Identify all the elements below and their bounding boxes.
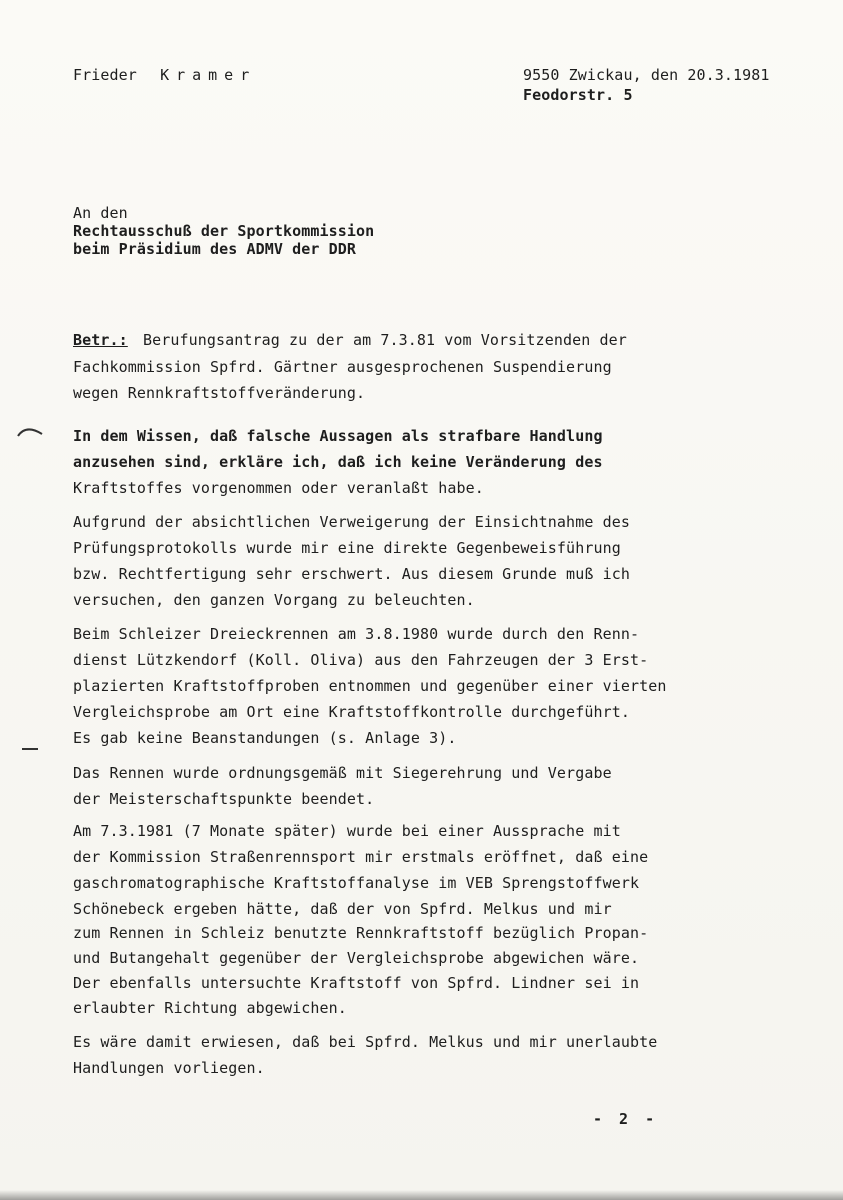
margin-curve-mark <box>16 424 44 438</box>
p3-line3: plazierten Kraftstoffproben entnommen und gegenüber einer vierten <box>73 677 667 695</box>
margin-mark <box>22 748 38 750</box>
subject-line1 <box>73 329 627 351</box>
scan-bottom-edge <box>0 1190 843 1200</box>
recipient-line3: beim Präsidium des ADMV der DDR <box>73 240 357 258</box>
p2-line1: Aufgrund der absichtlichen Verweigerung der Einsichtnahme des <box>73 513 630 531</box>
subject-label: Betr.: <box>73 331 128 349</box>
p3-line1: Beim Schleizer Dreieckrennen am 3.8.1980 wurde durch den Renn- <box>73 625 640 643</box>
page-number: - 2 - <box>593 1110 659 1128</box>
p1-line2: anzusehen sind, erkläre ich, daß ich keine Veränderung des <box>73 453 603 471</box>
p3-line5: Es gab keine Beanstandungen (s. Anlage 3). <box>73 729 457 747</box>
subject-text-1: Berufungsantrag zu der am 7.3.81 vom Vorsitzenden der <box>142 331 627 349</box>
p6-line1: Es wäre damit erwiesen, daß bei Spfrd. Melkus und mir unerlaubte <box>73 1033 658 1051</box>
sender-first-name: Frieder <box>73 66 137 84</box>
p5-line3: gaschromatographische Kraftstoffanalyse im VEB Sprengstoffwerk <box>73 874 640 892</box>
p3-line2: dienst Lützkendorf (Koll. Oliva) aus den Fahrzeugen der 3 Erst- <box>73 651 649 669</box>
p5-line4: Schönebeck ergeben hätte, daß der von Spfrd. Melkus und mir <box>73 900 612 918</box>
p5-line8: erlaubter Richtung abgewichen. <box>73 999 347 1017</box>
p6-line2: Handlungen vorliegen. <box>73 1059 265 1077</box>
p4-line1: Das Rennen wurde ordnungsgemäß mit Siegerehrung und Vergabe <box>73 764 612 782</box>
p1-line1: In dem Wissen, daß falsche Aussagen als strafbare Handlung <box>73 427 603 445</box>
p2-line4: versuchen, den ganzen Vorgang zu beleuchten. <box>73 591 475 609</box>
sender-name <box>73 64 256 86</box>
sender-surname: Kramer <box>160 66 257 84</box>
p1-line3: Kraftstoffes vorgenommen oder veranlaßt habe. <box>73 479 484 497</box>
address-street: Feodorstr. 5 <box>523 86 633 104</box>
p5-line7: Der ebenfalls untersuchte Kraftstoff von Spfrd. Lindner sei in <box>73 974 640 992</box>
recipient-line2: Rechtausschuß der Sportkommission <box>73 222 375 240</box>
p2-line3: bzw. Rechtfertigung sehr erschwert. Aus diesem Grunde muß ich <box>73 565 630 583</box>
place-date-line1: 9550 Zwickau, den 20.3.1981 <box>523 66 770 84</box>
p5-line2: der Kommission Straßenrennsport mir erstmals eröffnet, daß eine <box>73 848 649 866</box>
p4-line2: der Meisterschaftspunkte beendet. <box>73 790 375 808</box>
subject-line2: Fachkommission Spfrd. Gärtner ausgesprochenen Suspendierung <box>73 358 612 376</box>
recipient-line1: An den <box>73 204 128 222</box>
p5-line6: und Butangehalt gegenüber der Vergleichsprobe abgewichen wäre. <box>73 949 640 967</box>
subject-line3: wegen Rennkraftstoffveränderung. <box>73 384 366 402</box>
p5-line5: zum Rennen in Schleiz benutzte Rennkraftstoff bezüglich Propan- <box>73 924 649 942</box>
p5-line1: Am 7.3.1981 (7 Monate später) wurde bei einer Aussprache mit <box>73 822 621 840</box>
p3-line4: Vergleichsprobe am Ort eine Kraftstoffkontrolle durchgeführt. <box>73 703 630 721</box>
p2-line2: Prüfungsprotokolls wurde mir eine direkte Gegenbeweisführung <box>73 539 621 557</box>
